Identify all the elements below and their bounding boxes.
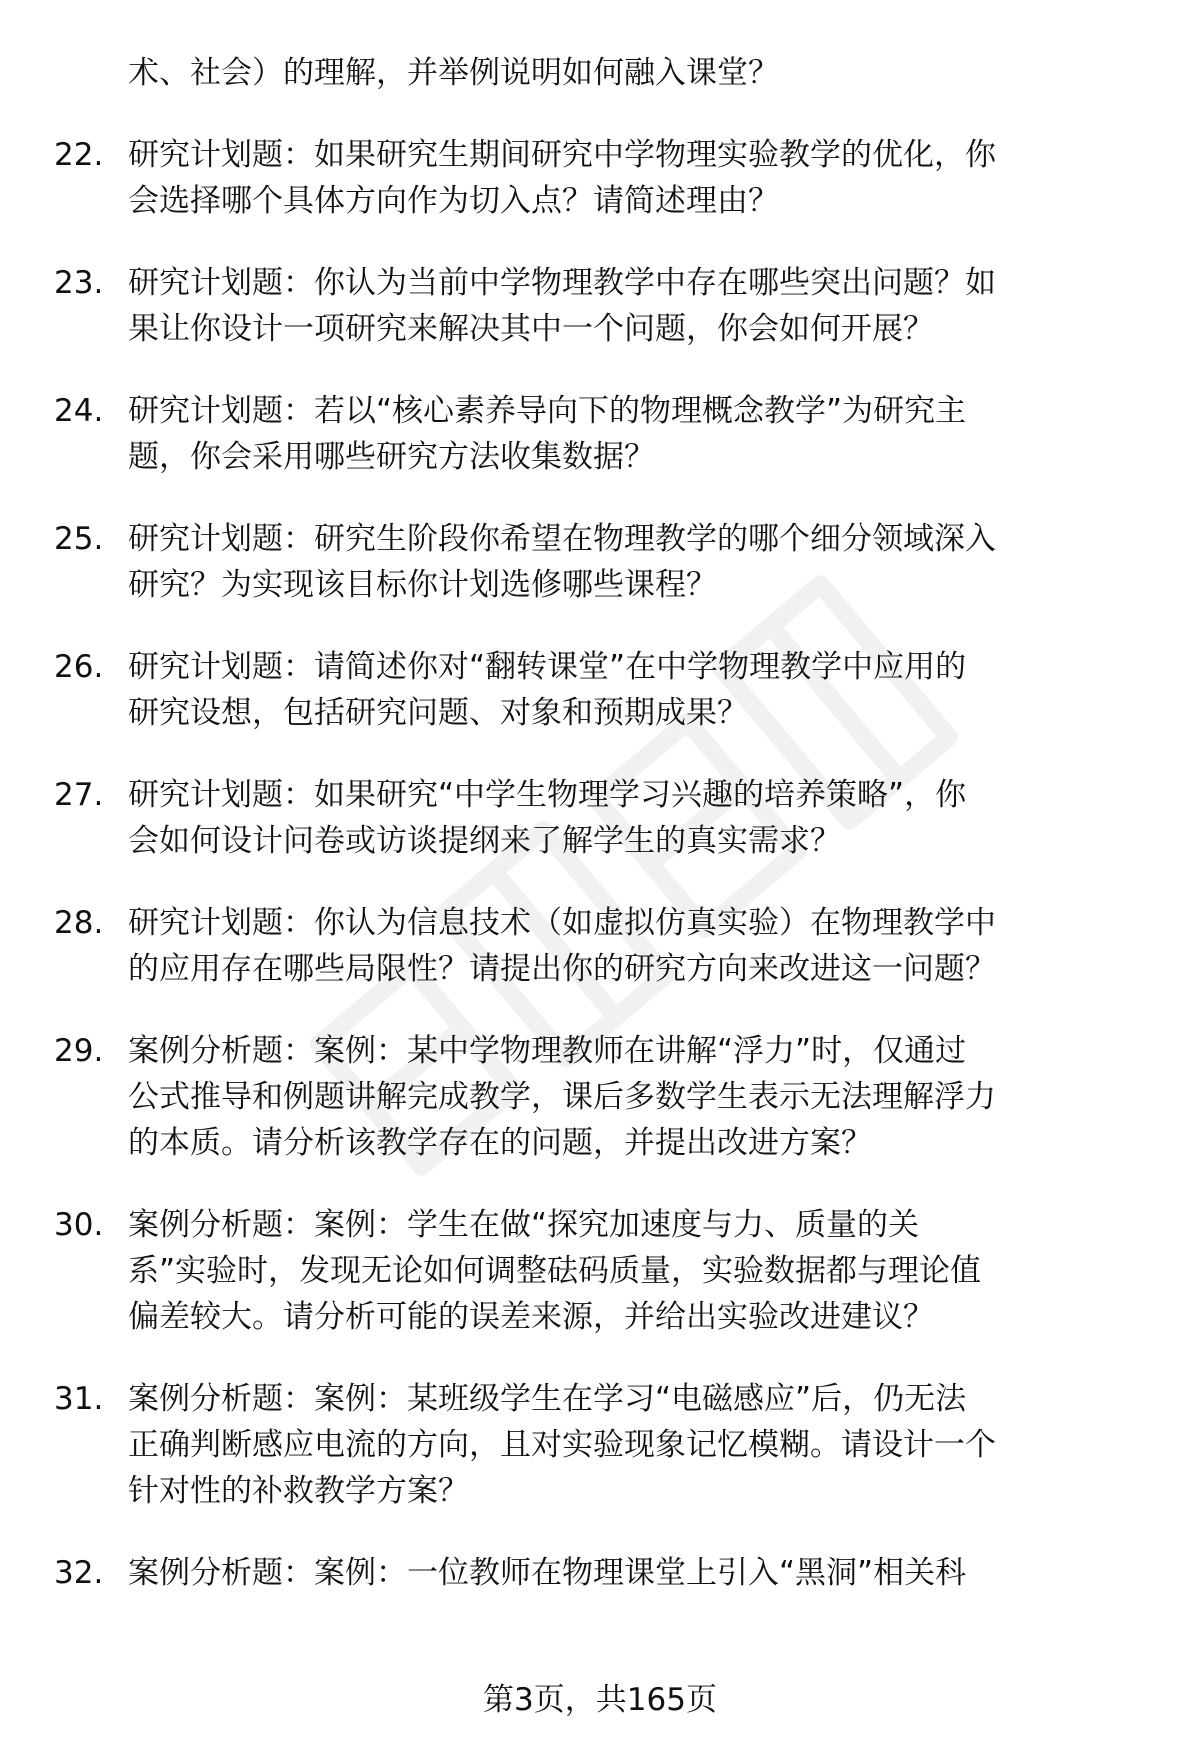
- list-item-29: [54, 1028, 1150, 1166]
- question-text: 案例分析题：案例：一位教师在物理课堂上引入“黑洞”相关科: [128, 1555, 967, 1591]
- question-text: 研究计划题：你认为信息技术（如虚拟仿真实验）在物理教学中 的应用存在哪些局限性？请提出你的研究方向来改进这一问题？: [128, 905, 996, 987]
- list-item-27: [54, 772, 1150, 864]
- question-number: 32.: [54, 1555, 104, 1591]
- question-number: 25.: [54, 521, 104, 557]
- list-item-30: [54, 1202, 1150, 1340]
- list-item-28: [54, 900, 1150, 992]
- list-item-32: [54, 1550, 1150, 1596]
- list-item-22: [54, 132, 1150, 224]
- question-text: 案例分析题：案例：某班级学生在学习“电磁感应”后，仍无法 正确判断感应电流的方向，且对实验现象记忆模糊。请设计一个 针对性的补救教学方案？: [128, 1381, 996, 1509]
- question-text: 案例分析题：案例：某中学物理教师在讲解“浮力”时，仅通过 公式推导和例题讲解完成教学，课后多数学生表示无法理解浮力 的本质。请分析该教学存在的问题，并提出改进方案？: [128, 1033, 996, 1161]
- question-text: 案例分析题：案例：学生在做“探究加速度与力、质量的关 系”实验时，发现无论如何调整砝码质量，实验数据都与理论值 偏差较大。请分析可能的误差来源，并给出实验改进建议？: [128, 1207, 982, 1335]
- question-number: 26.: [54, 649, 104, 685]
- question-text: 研究计划题：如果研究生期间研究中学物理实验教学的优化，你 会选择哪个具体方向作为切入点？请简述理由？: [128, 137, 996, 219]
- question-list: [54, 50, 1150, 1632]
- question-text: 研究计划题：请简述你对“翻转课堂”在中学物理教学中应用的 研究设想，包括研究问题、对象和预期成果？: [128, 649, 967, 731]
- question-number: 28.: [54, 905, 104, 941]
- question-text: 研究计划题：若以“核心素养导向下的物理概念教学”为研究主 题，你会采用哪些研究方法收集数据？: [128, 393, 967, 475]
- question-number: 23.: [54, 265, 104, 301]
- question-number: 27.: [54, 777, 104, 813]
- list-item-26: [54, 644, 1150, 736]
- question-number: 22.: [54, 137, 104, 173]
- page-footer: 第3页，共165页: [483, 1682, 717, 1718]
- question-number: 29.: [54, 1033, 104, 1069]
- question-number: 24.: [54, 393, 104, 429]
- question-number: 31.: [54, 1381, 104, 1417]
- question-text: 研究计划题：如果研究“中学生物理学习兴趣的培养策略”，你 会如何设计问卷或访谈提纲来了解学生的真实需求？: [128, 777, 967, 859]
- list-item-31: [54, 1376, 1150, 1514]
- question-text: 研究计划题：研究生阶段你希望在物理教学的哪个细分领域深入 研究？为实现该目标你计划选修哪些课程？: [128, 521, 996, 603]
- question-number: 30.: [54, 1207, 104, 1243]
- list-item-24: [54, 388, 1150, 480]
- list-item-23: [54, 260, 1150, 352]
- continued-question-text: 术、社会）的理解，并举例说明如何融入课堂？: [128, 55, 779, 91]
- question-text: 研究计划题：你认为当前中学物理教学中存在哪些突出问题？如 果让你设计一项研究来解决其中一个问题，你会如何开展？: [128, 265, 996, 347]
- list-item-25: [54, 516, 1150, 608]
